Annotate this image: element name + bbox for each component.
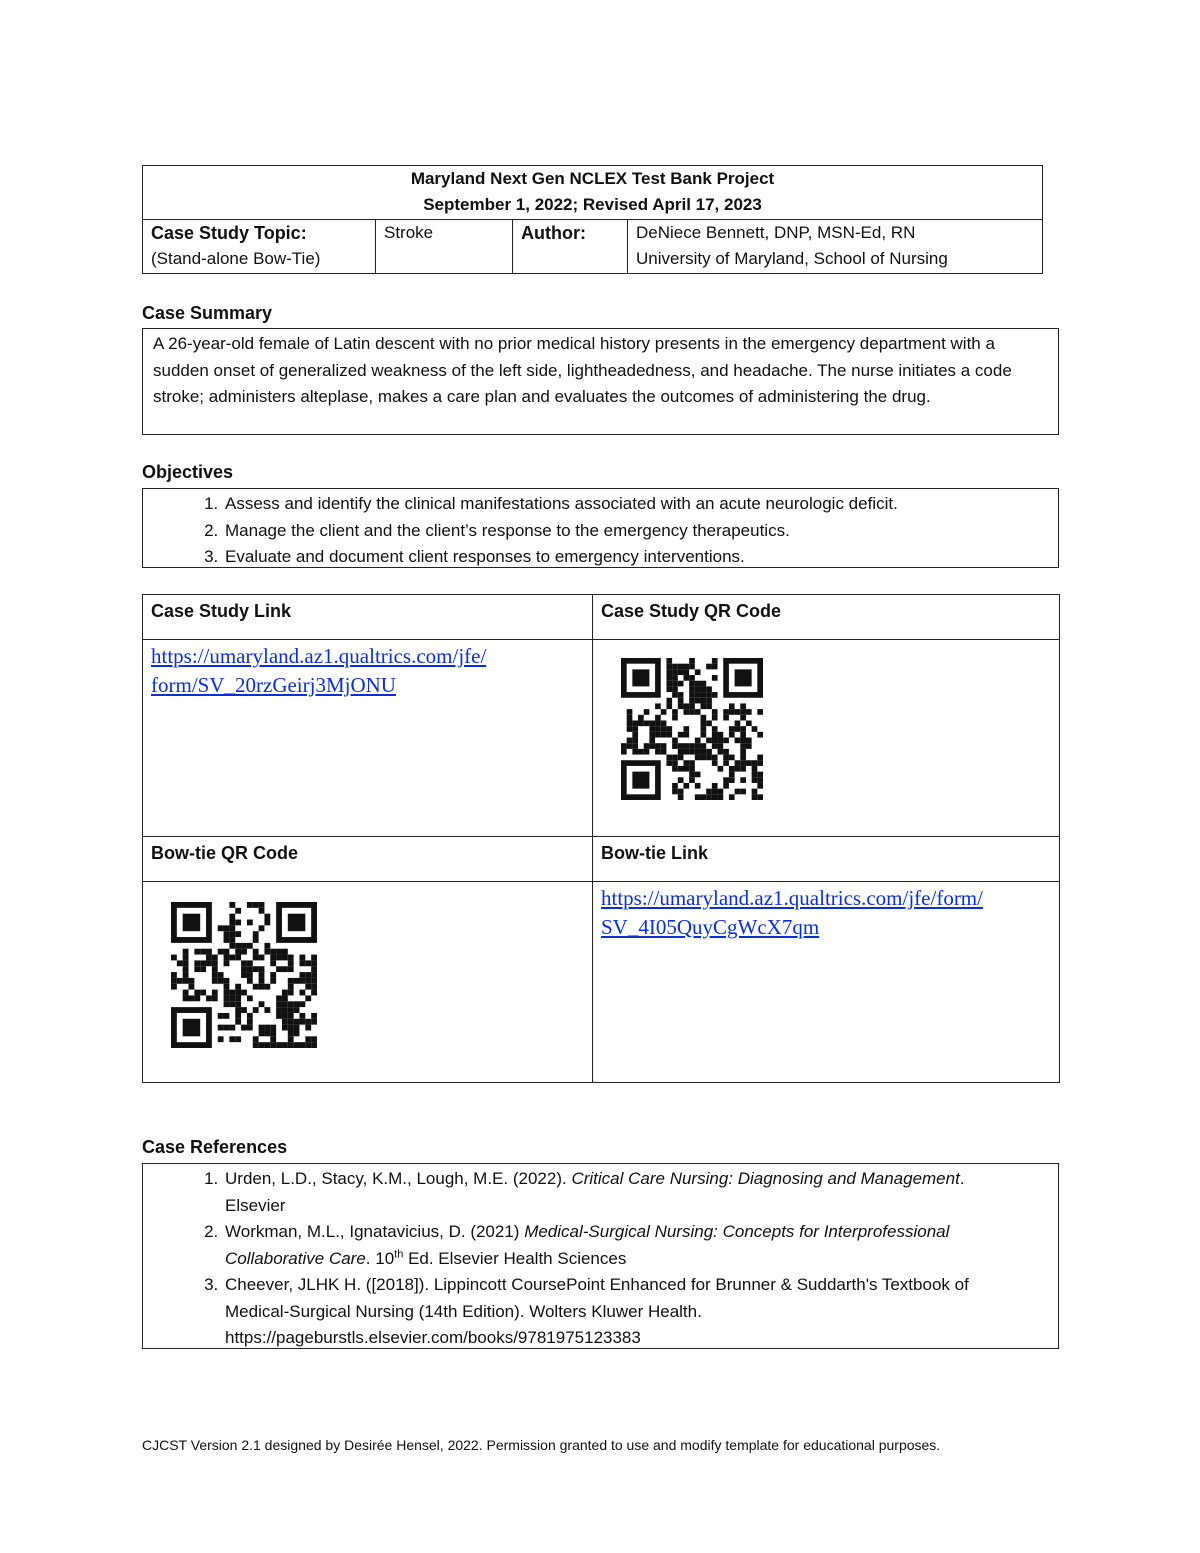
bowtie-qr-label: Bow-tie QR Code bbox=[143, 837, 593, 882]
bowtie-link-label: Bow-tie Link bbox=[593, 837, 1060, 882]
author-cell bbox=[628, 220, 1043, 274]
reference-url: https://pageburstls.elsevier.com/books/9781975123383 bbox=[225, 1328, 641, 1347]
case-study-link[interactable]: https://umaryland.az1.qualtrics.com/jfe/ form/SV_20rzGeirj3MjONU bbox=[151, 644, 487, 697]
header-table bbox=[142, 165, 1043, 274]
objectives-box bbox=[142, 488, 1059, 568]
reference-item: 1. Urden, L.D., Stacy, K.M., Lough, M.E. (2022). Critical Care Nursing: Diagnosing and Management. Elsevier bbox=[223, 1166, 1018, 1219]
bowtie-link-cell bbox=[593, 882, 1060, 1083]
document-date: September 1, 2022; Revised April 17, 2023 bbox=[423, 195, 762, 214]
bowtie-qr-code bbox=[171, 902, 317, 1048]
case-qr-cell bbox=[593, 640, 1060, 837]
qr-code-image bbox=[621, 658, 763, 800]
objective-item: 3. Evaluate and document client responses to emergency interventions. bbox=[223, 544, 1048, 571]
case-link-cell bbox=[143, 640, 593, 837]
case-link-label: Case Study Link bbox=[143, 595, 593, 640]
references-heading: Case References bbox=[142, 1137, 288, 1157]
references-list bbox=[143, 1166, 1018, 1352]
reference-item: 3. Cheever, JLHK H. ([2018]). Lippincott CoursePoint Enhanced for Brunner & Suddarth's Textbook of Medical-Surgical Nursing (14th Edition). Wolters Kluwer Health. https://pageburstls.elsevier.com/books/9781975123383 bbox=[223, 1272, 1018, 1352]
footer-text: CJCST Version 2.1 designed by Desirée Hensel, 2022. Permission granted to use and modify template for educational purposes. bbox=[142, 1437, 941, 1453]
case-qr-label: Case Study QR Code bbox=[593, 595, 1060, 640]
qr-code-image bbox=[171, 902, 317, 1048]
topic-value: Stroke bbox=[376, 220, 513, 274]
objectives-list bbox=[143, 491, 1048, 571]
objective-item: 2. Manage the client and the client’s response to the emergency therapeutics. bbox=[223, 518, 1048, 545]
references-box bbox=[142, 1163, 1059, 1349]
author-name: DeNiece Bennett, DNP, MSN-Ed, RN bbox=[636, 223, 916, 242]
bowtie-link[interactable]: https://umaryland.az1.qualtrics.com/jfe/form/ SV_4I05QuyCgWcX7qm bbox=[601, 886, 983, 939]
author-label: Author: bbox=[513, 220, 628, 274]
header-title-cell bbox=[143, 166, 1043, 220]
document-title: Maryland Next Gen NCLEX Test Bank Project bbox=[410, 169, 775, 188]
case-summary-box bbox=[142, 328, 1059, 435]
topic-label: Case Study Topic: bbox=[151, 223, 307, 243]
case-summary-text: A 26-year-old female of Latin descent with no prior medical history presents in the emergency department with a sudden onset of generalized weakness of the left side, lightheadedness, and headache. The nurse initiates a code stroke; administers alteplase, makes a care plan and evaluates the outcomes of administering the drug. bbox=[153, 334, 1012, 406]
bowtie-qr-cell bbox=[143, 882, 593, 1083]
topic-label-cell bbox=[143, 220, 376, 274]
case-study-qr-code bbox=[621, 658, 763, 800]
objectives-heading: Objectives bbox=[142, 462, 234, 482]
links-table bbox=[142, 594, 1060, 1083]
case-summary-heading: Case Summary bbox=[142, 303, 273, 323]
reference-item: 2. Workman, M.L., Ignatavicius, D. (2021) Medical-Surgical Nursing: Concepts for Interprofessional Collaborative Care. 10th Ed. Elsevier Health Sciences bbox=[223, 1219, 1018, 1272]
objective-item: 1. Assess and identify the clinical manifestations associated with an acute neurologic deficit. bbox=[223, 491, 1048, 518]
topic-subtitle: (Stand-alone Bow-Tie) bbox=[151, 249, 321, 268]
author-affiliation: University of Maryland, School of Nursing bbox=[636, 249, 948, 268]
